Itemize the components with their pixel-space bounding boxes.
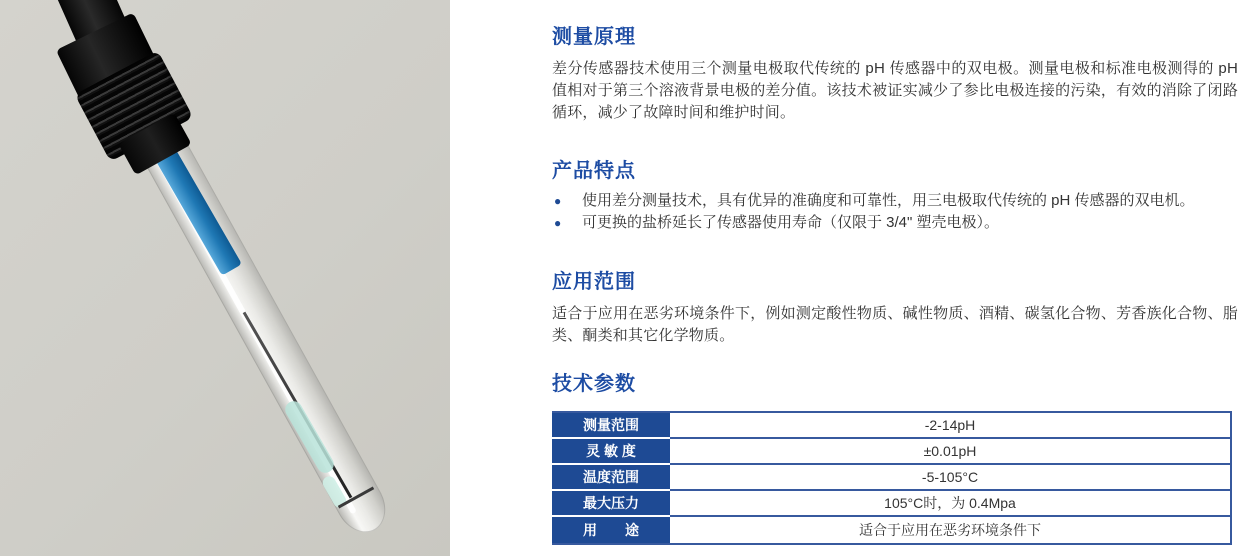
section-heading-features: 产品特点 bbox=[552, 160, 636, 182]
product-photo bbox=[0, 0, 450, 556]
table-row bbox=[552, 517, 1230, 543]
applications-paragraph: 适合于应用在恶劣环境条件下，例如测定酸性物质、碱性物质、酒精、碳氢化合物、芳香族化合物、脂类、酮类和其它化学物质。 bbox=[552, 305, 1238, 344]
table-row bbox=[552, 413, 1230, 439]
bullet-dot-icon: ● bbox=[554, 194, 562, 208]
section-heading-applications: 应用范围 bbox=[552, 271, 636, 293]
content-column bbox=[552, 0, 1238, 545]
feature-text: 使用差分测量技术，具有优异的准确度和可靠性，用三电极取代传统的 pH 传感器的双电机。 bbox=[582, 192, 1195, 209]
list-item bbox=[552, 212, 1238, 234]
spec-label: 灵 敏 度 bbox=[552, 439, 670, 465]
spec-label: 温度范围 bbox=[552, 465, 670, 491]
spec-value: 适合于应用在恶劣环境条件下 bbox=[670, 517, 1230, 543]
table-row bbox=[552, 439, 1230, 465]
table-row bbox=[552, 491, 1230, 517]
table-row bbox=[552, 465, 1230, 491]
feature-text: 可更换的盐桥延长了传感器使用寿命（仅限于 3/4" 塑壳电极）。 bbox=[582, 214, 1000, 231]
spec-label: 测量范围 bbox=[552, 413, 670, 439]
principle-paragraph: 差分传感器技术使用三个测量电极取代传统的 pH 传感器中的双电极。测量电极和标准电极测得的 pH 值相对于第三个溶液背景电极的差分值。该技术被证实减少了参比电极连接的污染，有效的消除了闭路循环，减少了故障时间和维护时间。 bbox=[552, 60, 1238, 121]
spec-value: 105°C时，为 0.4Mpa bbox=[670, 491, 1230, 517]
section-heading-specs: 技术参数 bbox=[552, 373, 636, 395]
spec-value: -5-105°C bbox=[670, 465, 1230, 491]
features-list bbox=[552, 190, 1238, 234]
spec-value: ±0.01pH bbox=[670, 439, 1230, 465]
section-heading-principle: 测量原理 bbox=[552, 26, 636, 48]
spec-label: 用 途 bbox=[552, 517, 670, 543]
bullet-dot-icon: ● bbox=[554, 216, 562, 230]
spec-label: 最大压力 bbox=[552, 491, 670, 517]
spec-table bbox=[552, 411, 1232, 545]
list-item bbox=[552, 190, 1238, 212]
spec-value: -2-14pH bbox=[670, 413, 1230, 439]
